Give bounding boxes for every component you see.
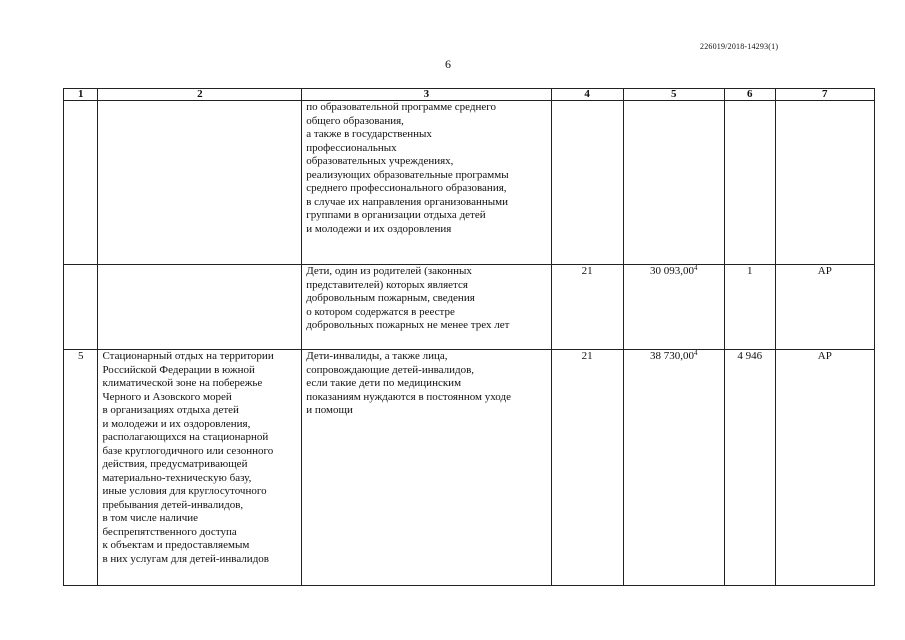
days-cell — [551, 101, 623, 265]
quantity-cell — [724, 101, 775, 265]
cost-footnote: 4 — [693, 264, 698, 272]
row-number-cell — [64, 265, 98, 350]
column-header: 6 — [724, 89, 775, 101]
row-number-cell: 5 — [64, 350, 98, 586]
rest-type-cell: Стационарный отдых на территории Российской Федерации в южной климатической зоне на побережье Черного и Азовского морей в организациях отдыха детей и молодежи и их оздоровления, располагающихся на стационарной базе круглогодичного или сезонного действия, предусматривающей материально-техническую базу, иные условия для круглосуточного пребывания детей-инвалидов, в том числе наличие беспрепятственного доступа к объектам и предоставляемым в них услугам для детей-инвалидов — [98, 350, 302, 586]
category-cell: Дети, один из родителей (законных представителей) которых является добровольным пожарным, сведения о котором содержатся в реестре добровольных пожарных не менее трех лет — [302, 265, 551, 350]
column-header: 5 — [623, 89, 724, 101]
rest-type-cell — [98, 265, 302, 350]
cost-cell — [623, 350, 724, 586]
page-number: 6 — [445, 57, 451, 71]
cost-footnote: 4 — [693, 349, 698, 357]
table-row — [64, 350, 875, 586]
executor-cell: АР — [775, 350, 874, 586]
category-cell: по образовательной программе среднего общего образования, а также в государственных профессиональных образовательных учреждениях, реализующих образовательные программы среднего профессионального образования, в случае их направления организованными группами в организации отдыха детей и молодежи и их оздоровления — [302, 101, 551, 265]
cost-cell — [623, 265, 724, 350]
table-row — [64, 101, 875, 265]
rest-type-cell — [98, 101, 302, 265]
cost-value: 38 730,00 — [649, 350, 694, 362]
data-table — [63, 88, 875, 586]
column-header: 2 — [98, 89, 302, 101]
column-header: 3 — [302, 89, 551, 101]
cost-cell — [623, 101, 724, 265]
quantity-cell: 4 946 — [724, 350, 775, 586]
days-cell: 21 — [551, 350, 623, 586]
row-number-cell — [64, 101, 98, 265]
days-cell: 21 — [551, 265, 623, 350]
column-header: 1 — [64, 89, 98, 101]
column-header: 4 — [551, 89, 623, 101]
category-cell: Дети-инвалиды, а также лица, сопровождающие детей-инвалидов, если такие дети по медицинским показаниям нуждаются в постоянном уходе и помощи — [302, 350, 551, 586]
table-header-row — [64, 89, 875, 101]
column-header: 7 — [775, 89, 874, 101]
document-id: 226019/2018-14293(1) — [700, 42, 779, 51]
quantity-cell: 1 — [724, 265, 775, 350]
executor-cell — [775, 101, 874, 265]
table-row — [64, 265, 875, 350]
cost-value: 30 093,00 — [649, 265, 694, 277]
executor-cell: АР — [775, 265, 874, 350]
